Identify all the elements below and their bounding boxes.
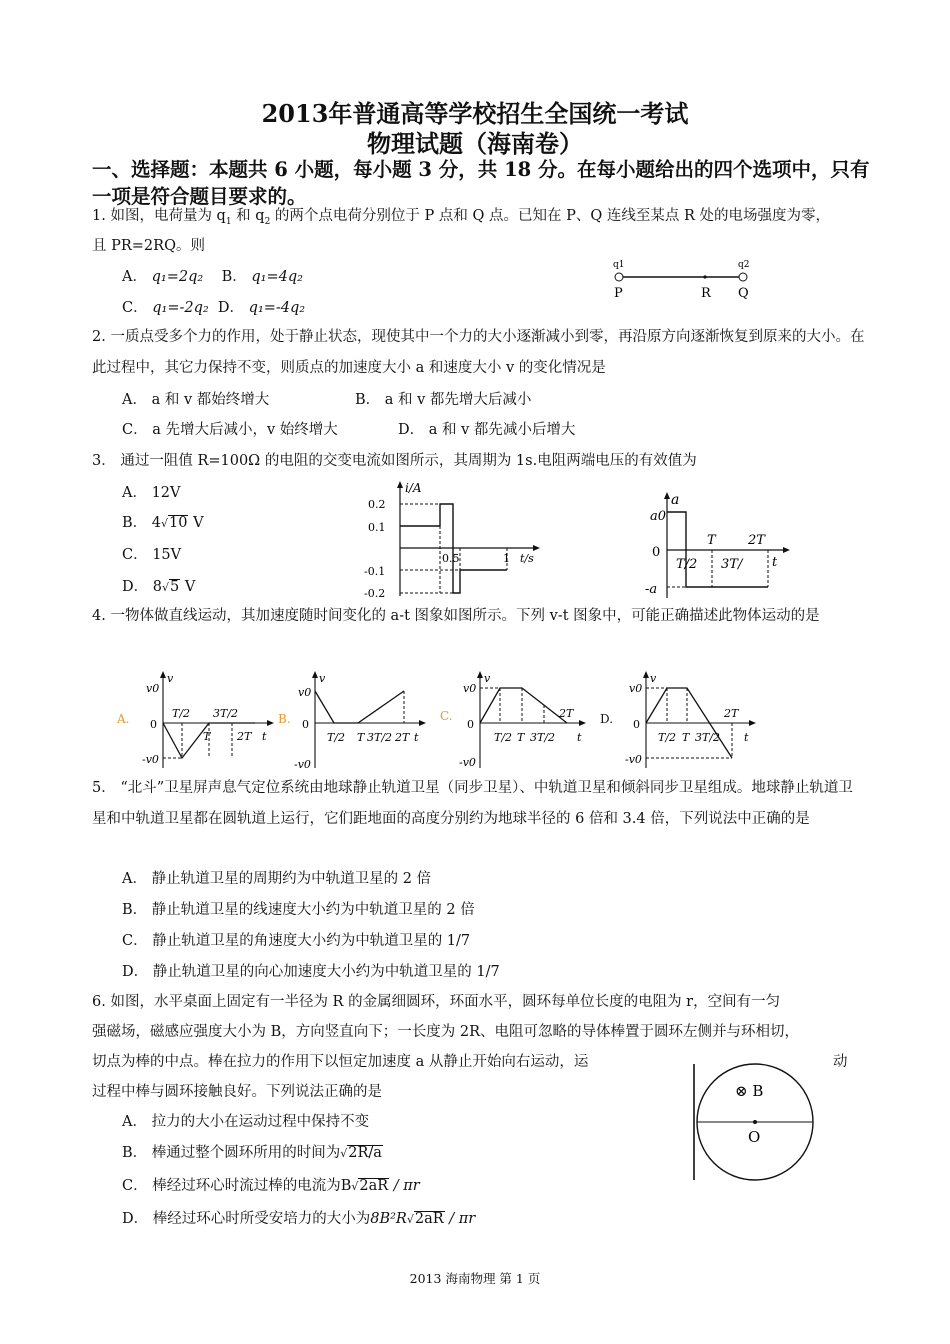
svg-text:3T/2: 3T/2 bbox=[695, 731, 721, 744]
q1-options-ab: A． q₁=2q₂ B． q₁=4q₂ bbox=[122, 269, 303, 285]
svg-text:t: t bbox=[577, 731, 582, 744]
q1-stem: 1. 如图，电荷量为 $q_1$ 和 $q_2$ 的两个点电荷分别位于 P 点和 Q 点。已知在 P、Q 连线至某点 R 处的电场强度为零， bbox=[92, 208, 831, 227]
a-axis-arrow bbox=[664, 492, 670, 499]
q4-acceleration-graph bbox=[640, 488, 800, 600]
tick-0.1: 0.1 bbox=[368, 521, 386, 534]
svg-text:0: 0 bbox=[633, 718, 640, 731]
tick-3T2: 3T/ bbox=[721, 557, 743, 572]
svg-text:-v0: -v0 bbox=[294, 758, 311, 771]
svg-text:v0: v0 bbox=[298, 686, 312, 699]
svg-text:T: T bbox=[517, 731, 525, 744]
a-axis-label: a bbox=[671, 492, 680, 508]
q6-stem-line2: 强磁场，磁感应强度大小为 B，方向竖直向下；一长度为 2R、电阻可忽略的导体棒置于圆环左侧并与环相切， bbox=[92, 1024, 800, 1040]
q1-label: q1 bbox=[613, 260, 625, 270]
i-axis-arrow bbox=[397, 481, 403, 488]
q3-option-c: C． 15V bbox=[122, 547, 182, 563]
page-footer: 2013 海南物理 第 1 页 bbox=[409, 1271, 541, 1286]
svg-text:-v0: -v0 bbox=[625, 753, 642, 766]
svg-text:v0: v0 bbox=[629, 682, 643, 695]
svg-text:v: v bbox=[484, 672, 491, 685]
tick-0.5: 0.5 bbox=[442, 552, 460, 565]
svg-text:3T/2: 3T/2 bbox=[530, 731, 556, 744]
neg-a-label: -a bbox=[645, 582, 658, 597]
svg-text:3T/2: 3T/2 bbox=[213, 707, 239, 720]
option-label-c: C. bbox=[440, 709, 453, 723]
q1-options-cd: C． q₁=-2q₂ D． q₁=-4q₂ bbox=[122, 300, 306, 316]
q6-ring-figure bbox=[680, 1062, 840, 1184]
p-charge bbox=[615, 273, 623, 281]
svg-text:v: v bbox=[167, 672, 174, 685]
q5-option-d: D． 静止轨道卫星的向心加速度大小约为中轨道卫星的 1/7 bbox=[122, 964, 500, 980]
q1-figure bbox=[605, 255, 765, 305]
tick-T2: T/2 bbox=[676, 557, 698, 572]
q2-label: q2 bbox=[738, 260, 750, 270]
svg-text:0: 0 bbox=[150, 718, 157, 731]
t-axis-label: t/s bbox=[520, 552, 534, 565]
q5-option-a: A． 静止轨道卫星的周期约为中轨道卫星的 2 倍 bbox=[122, 871, 432, 887]
q4-stem: 4. 一物体做直线运动，其加速度随时间变化的 a-t 图象如图所示。下列 v-t 图象中，可能正确描述此物体运动的是 bbox=[92, 608, 820, 624]
svg-text:v: v bbox=[319, 672, 326, 685]
svg-text:-v0: -v0 bbox=[142, 753, 159, 766]
svg-text:2T: 2T bbox=[395, 731, 410, 744]
q3-option-a: A． 12V bbox=[122, 485, 181, 501]
q6-option-d: D． 棒经过环心时所受安培力的大小为8B²R√2aR / πr bbox=[122, 1211, 476, 1227]
exam-subtitle: 物理试题（海南卷） bbox=[367, 129, 583, 158]
vt-graph-b bbox=[278, 671, 426, 771]
q6-stem-line1: 6. 如图，水平桌面上固定有一半径为 R 的金属细圆环，环面水平，圆环每单位长度的电阻为 r，空间有一匀 bbox=[92, 994, 781, 1010]
ring-center bbox=[753, 1120, 757, 1124]
q3-current-graph bbox=[360, 478, 545, 600]
svg-text:T: T bbox=[682, 731, 690, 744]
section-heading: 一、选择题：本题共 6 小题，每小题 3 分，共 18 分。在每小题给出的四个选项中，只有一项是符合题目要求的。 bbox=[92, 158, 870, 208]
vt-graph-d bbox=[600, 671, 756, 768]
q2-option-a: A． a 和 v 都始终增大 bbox=[122, 392, 270, 408]
a0-label: a0 bbox=[650, 509, 667, 524]
tick-2T: 2T bbox=[748, 533, 765, 548]
q3-option-b: B． 4√10 V bbox=[122, 515, 204, 531]
q6-stem-line4: 过程中棒与圆环接触良好。下列说法正确的是 bbox=[92, 1084, 382, 1100]
center-label: O bbox=[748, 1128, 761, 1146]
svg-text:v: v bbox=[650, 672, 657, 685]
exam-title: 2013年普通高等学校招生全国统一考试 bbox=[261, 99, 689, 128]
q2-option-d: D． a 和 v 都先减小后增大 bbox=[398, 422, 576, 438]
q-label: Q bbox=[738, 286, 749, 301]
r-point bbox=[703, 275, 706, 278]
svg-text:0: 0 bbox=[467, 718, 474, 731]
option-label-a: A. bbox=[117, 712, 130, 726]
at-t-label: t bbox=[772, 555, 778, 570]
svg-text:t: t bbox=[744, 731, 749, 744]
svg-text:T: T bbox=[357, 731, 365, 744]
svg-text:T/2: T/2 bbox=[494, 731, 513, 744]
t-axis-arrow bbox=[533, 545, 540, 551]
q5-stem: 5． “北斗”卫星屏声息气定位系统由地球静止轨道卫星（同步卫星）、中轨道卫星和倾斜同步卫星组成。地球静止轨道卫星和中轨道卫星都在圆轨道上运行，它们距地面的高度分别约为地球半径的 6 倍和 3.4 倍，下列说法中正确的是 bbox=[92, 780, 853, 827]
q2-option-c: C． a 先增大后减小，v 始终增大 bbox=[122, 422, 338, 438]
svg-text:2T: 2T bbox=[237, 730, 252, 743]
svg-text:3T/2: 3T/2 bbox=[367, 731, 393, 744]
q2-stem: 2. 一质点受多个力的作用，处于静止状态，现使其中一个力的大小逐渐减小到零，再沿原方向逐渐恢复到原来的大小。在此过程中，其它力保持不变，则质点的加速度大小 a 和速度大小 v 的变化情况是 bbox=[92, 329, 865, 376]
svg-text:T/2: T/2 bbox=[658, 731, 677, 744]
svg-text:T: T bbox=[203, 730, 211, 743]
option-label-d: D. bbox=[600, 712, 614, 726]
vt-graph-c bbox=[440, 671, 586, 769]
svg-text:T/2: T/2 bbox=[327, 731, 346, 744]
q2-option-b: B． a 和 v 都先增大后减小 bbox=[355, 392, 532, 408]
q6-stem-line3b: 动 bbox=[833, 1054, 848, 1070]
at-t-axis-arrow bbox=[783, 547, 790, 553]
q5-option-c: C． 静止轨道卫星的角速度大小约为中轨道卫星的 1/7 bbox=[122, 933, 471, 949]
svg-text:v0: v0 bbox=[146, 682, 160, 695]
q4-vt-graphs bbox=[112, 668, 882, 774]
tick-neg-0.2: -0.2 bbox=[364, 587, 386, 600]
tick-neg-0.1: -0.1 bbox=[364, 565, 386, 578]
q-charge bbox=[739, 273, 747, 281]
q1-stem-line2: 且 PR=2RQ。则 bbox=[92, 238, 205, 254]
vt-graph-a bbox=[116, 671, 274, 768]
q6-option-c: C． 棒经过环心时流过棒的电流为B√2aR / πr bbox=[122, 1178, 420, 1194]
svg-text:-v0: -v0 bbox=[459, 756, 476, 769]
tick-0.2: 0.2 bbox=[368, 498, 386, 511]
option-label-b: B. bbox=[278, 712, 291, 726]
tick-T: T bbox=[707, 533, 716, 548]
svg-text:2T: 2T bbox=[724, 707, 739, 720]
svg-text:t: t bbox=[414, 731, 419, 744]
r-label: R bbox=[701, 286, 711, 301]
q3-option-d: D． 8√5 V bbox=[122, 579, 196, 595]
p-label: P bbox=[614, 286, 623, 301]
svg-text:t: t bbox=[262, 730, 267, 743]
q5-option-b: B． 静止轨道卫星的线速度大小约为中轨道卫星的 2 倍 bbox=[122, 902, 475, 918]
q6-stem-line3: 切点为棒的中点。棒在拉力的作用下以恒定加速度 a 从静止开始向右运动，运 bbox=[92, 1054, 589, 1070]
tick-1: 1 bbox=[503, 552, 510, 565]
svg-text:T/2: T/2 bbox=[172, 707, 191, 720]
magnetic-field-label: ⊗ B bbox=[735, 1082, 764, 1100]
i-axis-label: i/A bbox=[405, 481, 422, 495]
svg-text:0: 0 bbox=[302, 718, 309, 731]
svg-text:v0: v0 bbox=[463, 682, 477, 695]
q6-option-b: B． 棒通过整个圆环所用的时间为√2R/a bbox=[122, 1145, 382, 1161]
svg-text:2T: 2T bbox=[559, 707, 574, 720]
origin-label: 0 bbox=[652, 545, 661, 560]
q3-stem: 3． 通过一阻值 R=100Ω 的电阻的交变电流如图所示，其周期为 1s.电阻两端电压的有效值为 bbox=[92, 453, 697, 469]
q6-option-a: A． 拉力的大小在运动过程中保持不变 bbox=[122, 1114, 370, 1130]
